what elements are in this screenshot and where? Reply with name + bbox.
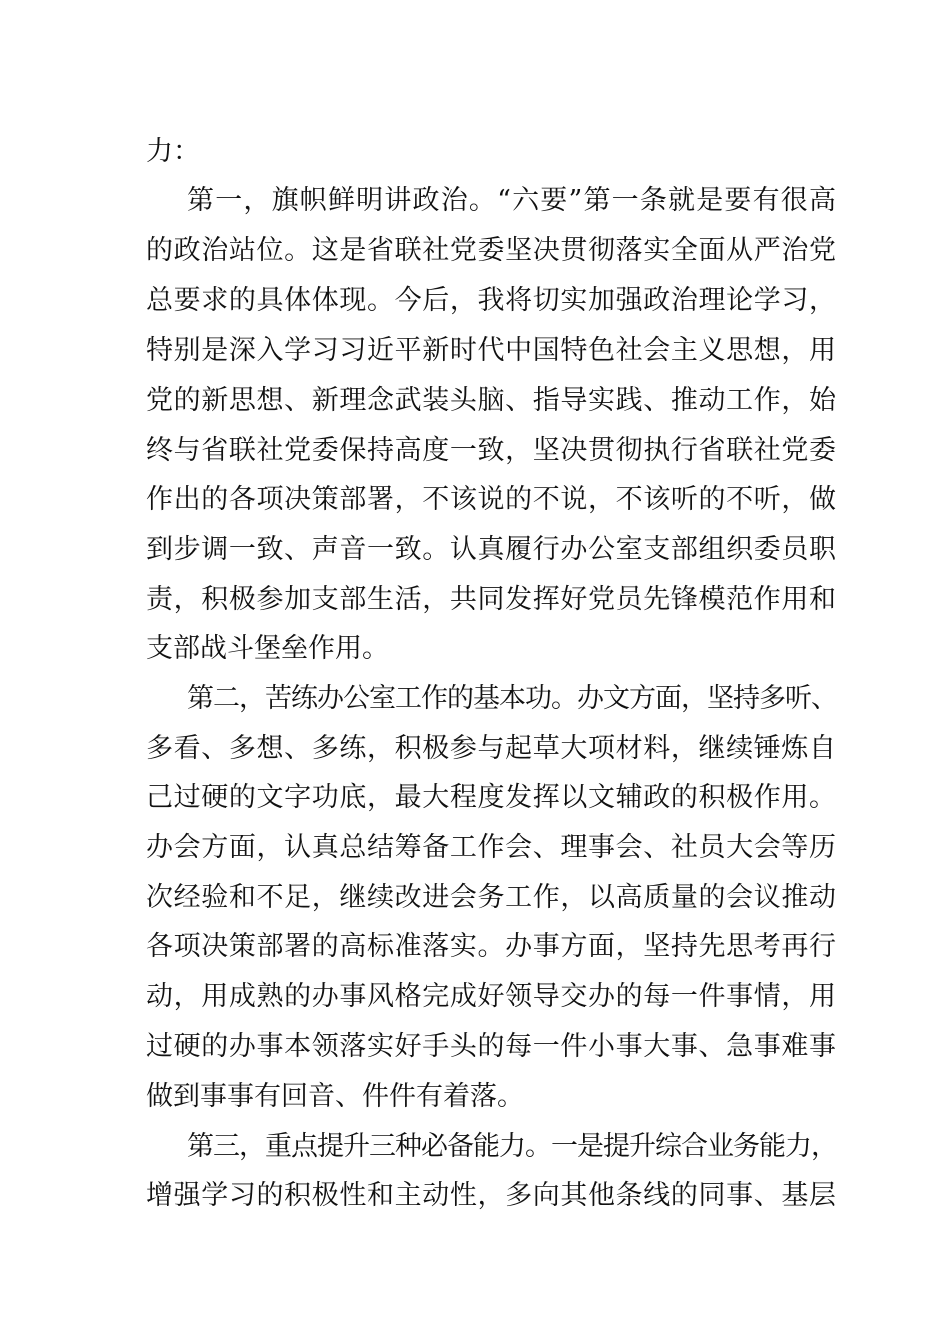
text-line: 到步调一致、声音一致。认真履行办公室支部组织委员职 <box>146 534 836 565</box>
text-line: 增强学习的积极性和主动性，多向其他条线的同事、基层 <box>146 1180 836 1211</box>
text-line: 的政治站位。这是省联社党委坚决贯彻落实全面从严治党 <box>146 235 836 266</box>
text-line: 支部战斗堡垒作用。 <box>146 633 389 664</box>
text-line: 作出的各项决策部署，不该说的不说，不该听的不听，做 <box>146 484 836 515</box>
text-line: 各项决策部署的高标准落实。办事方面，坚持先思考再行 <box>146 931 836 962</box>
text-line: 己过硬的文字功底，最大程度发挥以文辅政的积极作用。 <box>146 782 836 813</box>
text-line: 特别是深入学习习近平新时代中国特色社会主义思想，用 <box>146 335 836 366</box>
paragraph-first-line: 第一，旗帜鲜明讲政治。“六要”第一条就是要有很高 <box>187 185 836 216</box>
text-line: 做到事事有回音、件件有着落。 <box>146 1081 524 1112</box>
paragraph-first-line: 第三，重点提升三种必备能力。一是提升综合业务能力， <box>187 1131 837 1162</box>
text-line: 动，用成熟的办事风格完成好领导交办的每一件事情，用 <box>146 981 836 1012</box>
text-line: 力： <box>146 136 200 167</box>
text-line: 总要求的具体体现。今后，我将切实加强政治理论学习， <box>146 285 836 316</box>
text-line: 多看、多想、多练，积极参与起草大项材料，继续锤炼自 <box>146 733 836 764</box>
text-line: 党的新思想、新理念武装头脑、指导实践、推动工作，始 <box>146 385 836 416</box>
text-line: 次经验和不足，继续改进会务工作，以高质量的会议推动 <box>146 882 836 913</box>
text-line: 责，积极参加支部生活，共同发挥好党员先锋模范作用和 <box>146 584 836 615</box>
text-line: 终与省联社党委保持高度一致，坚决贯彻执行省联社党委 <box>146 435 836 466</box>
paragraph-first-line: 第二，苦练办公室工作的基本功。办文方面，坚持多听、 <box>187 683 837 714</box>
text-line: 过硬的办事本领落实好手头的每一件小事大事、急事难事 <box>146 1031 836 1062</box>
text-line: 办会方面，认真总结筹备工作会、理事会、社员大会等历 <box>146 832 836 863</box>
